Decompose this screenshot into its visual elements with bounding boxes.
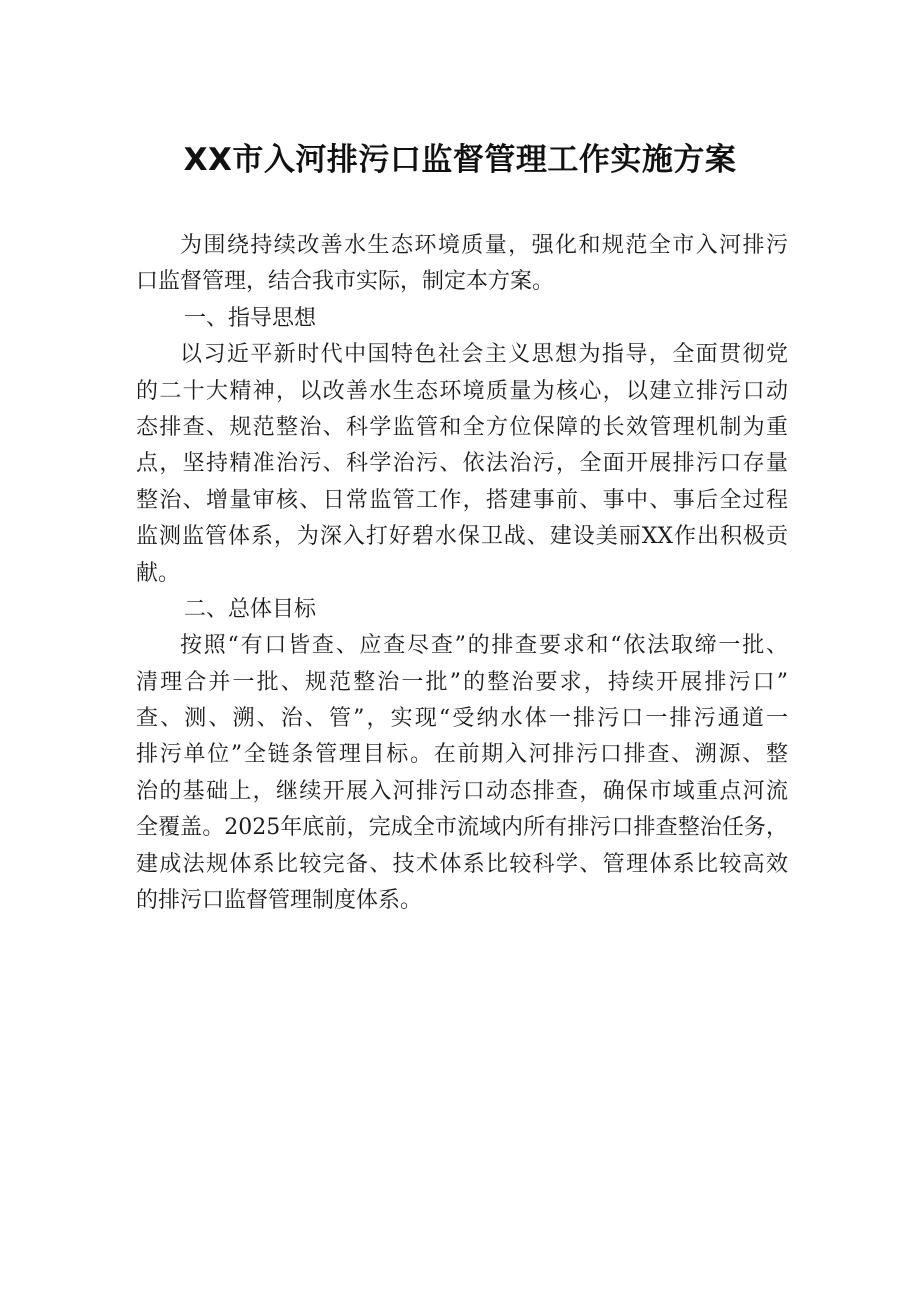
section-heading: 一、指导思想 (184, 305, 317, 331)
paragraph-line: 为围绕持续改善水生态环境质量，强化和规范全市入河排污 (180, 233, 788, 258)
overall-goals-paragraph (136, 628, 788, 919)
paragraph-line: 态排查、规范整治、科学监管和全方位保障的长效管理机制为重 (136, 414, 788, 440)
paragraph-line: 的二十大精神，以改善水生态环境质量为核心，以建立排污口动 (136, 378, 788, 404)
paragraph-line: 清理合并一批、规范整治一批”的整治要求，持续开展排污口” (136, 669, 788, 695)
paragraph-line: 治的基础上，继续开展入河排污口动态排查，确保市域重点河流 (136, 778, 788, 804)
paragraph-line: 监测监管体系，为深入打好碧水保卫战、建设美丽XX作出积极贡 (136, 524, 788, 550)
intro-paragraph (136, 228, 788, 301)
paragraph-line: 查、测、溯、治、管”，实现“受纳水体一排污口一排污通道一 (136, 706, 788, 732)
paragraph-line: 点，坚持精准治污、科学治污、依法治污，全面开展排污口存量 (136, 451, 788, 477)
paragraph-line: 整治、增量审核、日常监管工作，搭建事前、事中、事后全过程 (136, 487, 788, 513)
document-title: XX市入河排污口监督管理工作实施方案 (183, 142, 737, 178)
paragraph-line: 口监督管理，结合我市实际，制定本方案。 (136, 269, 555, 295)
section-heading-overall-goals (136, 592, 788, 628)
paragraph-line: 以习近平新时代中国特色社会主义思想为指导，全面贯彻党 (180, 342, 788, 368)
document-body (136, 228, 788, 919)
paragraph-line: 全覆盖。2025年底前，完成全市流域内所有排污口排查整治任务， (136, 815, 788, 841)
section-heading-guiding-ideology (136, 301, 788, 337)
paragraph-line: 按照“有口皆查、应查尽查”的排查要求和“依法取缔一批、 (180, 633, 788, 659)
guiding-ideology-paragraph (136, 337, 788, 592)
paragraph-line: 建成法规体系比较完备、技术体系比较科学、管理体系比较高效 (136, 851, 788, 877)
paragraph-line: 献。 (136, 560, 181, 586)
section-heading: 二、总体目标 (184, 596, 317, 622)
paragraph-line: 的排污口监督管理制度体系。 (136, 888, 423, 914)
paragraph-line: 排污单位”全链条管理目标。在前期入河排污口排查、溯源、整 (136, 742, 788, 768)
